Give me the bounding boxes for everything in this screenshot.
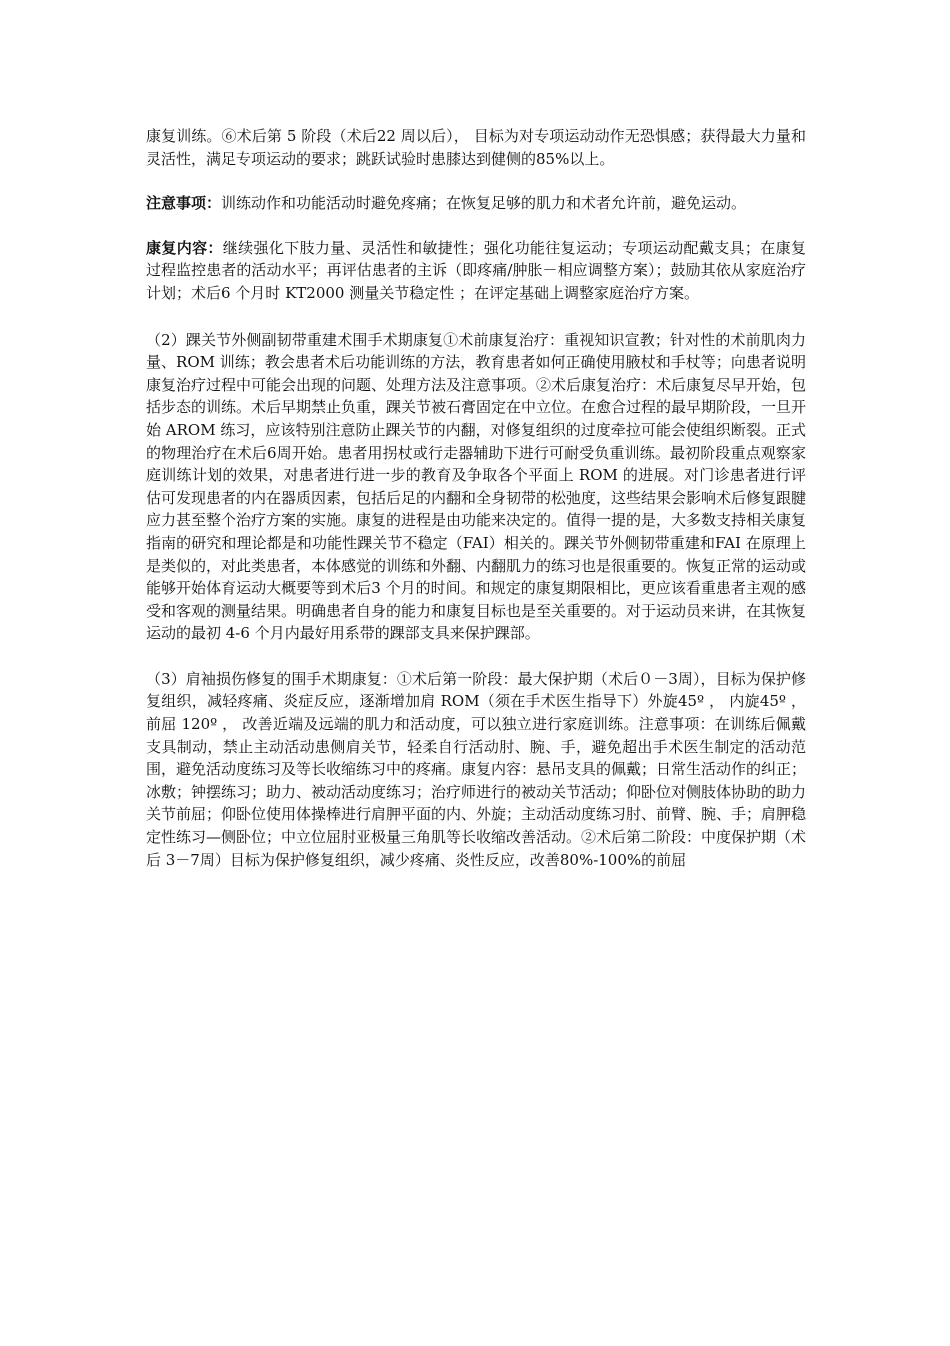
precautions-text: 训练动作和功能活动时避免疼痛；在恢复足够的肌力和术者允许前，避免运动。 (221, 194, 747, 213)
rehab-content-text: 继续强化下肢力量、灵活性和敏捷性；强化功能往复运动；专项运动配戴支具；在康复过程监控患者的活动水平；再评估患者的主诉（即疼痛/肿胀－相应调整方案）；鼓励其依从家庭治疗计划；术后6 个月时 KT2000 测量关节稳定性 ；在评定基础上调整家庭治疗方案。 (146, 238, 806, 302)
paragraph-rotator-cuff: （3）肩袖损伤修复的围手术期康复：①术后第一阶段：最大保护期（术后０－3周），目标为保护修复组织，减轻疼痛、炎症反应，逐渐增加肩 ROM（须在手术医生指导下）外旋45º ， 内旋45º ， 前屈 120º ， 改善近端及远端的肌力和活动度，可以独立进行家庭训练。注意事项：在训练后佩戴支具制动，禁止主动活动患侧肩关节，轻柔自行活动肘、腕、手，避免超出手术医生制定的活动范围，避免活动度练习及等长收缩练习中的疼痛。康复内容：悬吊支具的佩戴；日常生活动作的纠正；冰敷；钟摆练习；助力、被动活动度练习；治疗师进行的被动关节活动；仰卧位对侧肢体协助的助力关节前屈；仰卧位使用体操棒进行肩胛平面的内、外旋；主动活动度练习肘、前臂、腕、手；肩胛稳定性练习—侧卧位；中立位屈肘亚极量三角肌等长收缩改善活动。②术后第二阶段：中度保护期（术后 3－7周）目标为保护修复组织，减少疼痛、炎性反应，改善80%-100%的前屈 (146, 669, 807, 869)
paragraph-rehab-content (146, 237, 806, 305)
paragraph-ankle-ligament: （2）踝关节外侧副韧带重建术围手术期康复①术前康复治疗：重视知识宣教；针对性的术前肌肉力量、ROM 训练；教会患者术后功能训练的方法，教育患者如何正确使用腋杖和手杖等；向患者说明康复治疗过程中可能会出现的问题、处理方法及注意事项。②术后康复治疗：术后康复尽早开始，包括步态的训练。术后早期禁止负重，踝关节被石膏固定在中立位。在愈合过程的最早期阶段，一旦开始 AROM 练习，应该特别注意防止踝关节的内翻，对修复组织的过度牵拉可能会使组织断裂。正式的物理治疗在术后6周开始。患者用拐杖或行走器辅助下进行可耐受负重训练。最初阶段重点观察家庭训练计划的效果，对患者进行进一步的教育及争取各个平面上 ROM 的进展。对门诊患者进行评估可发现患者的内在器质因素，包括后足的内翻和全身韧带的松弛度，这些结果会影响术后修复跟腱应力甚至整个治疗方案的实施。康复的进程是由功能来决定的。值得一提的是，大多数支持相关康复指南的研究和理论都是和功能性踝关节不稳定（FAI）相关的。踝关节外侧韧带重建和FAI 在原理上是类似的，对此类患者，本体感觉的训练和外翻、内翻肌力的练习也是很重要的。恢复正常的运动或能够开始体育运动大概要等到术后3 个月的时间。和规定的康复期限相比，更应该看重患者主观的感受和客观的测量结果。明确患者自身的能力和康复目标也是至关重要的。对于运动员来讲，在其恢复运动的最初 4-6 个月内最好用系带的踝部支具来保护踝部。 (146, 330, 807, 643)
paragraph-stage-5: 康复训练。⑥术后第 5 阶段（术后22 周以后）， 目标为对专项运动动作无恐惧感；获得最大力量和灵活性，满足专项运动的要求；跳跃试验时患膝达到健侧的85%以上。 (146, 127, 806, 168)
paragraph-precautions (146, 192, 806, 215)
rehab-content-label: 康复内容： (146, 238, 223, 257)
document-page (146, 125, 806, 871)
precautions-label: 注意事项： (146, 194, 222, 213)
